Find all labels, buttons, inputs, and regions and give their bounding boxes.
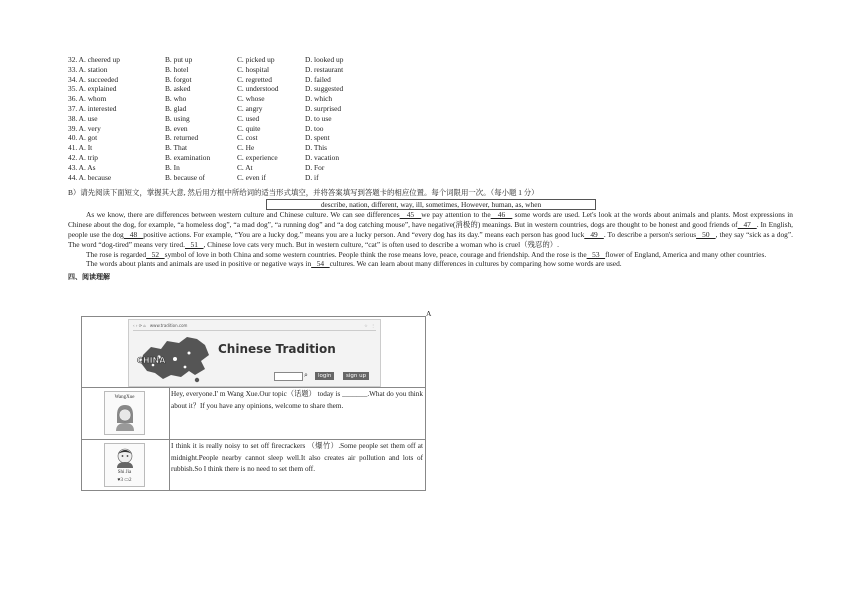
option-c: C. understood [237, 84, 279, 94]
option-a: 39. A. very [68, 123, 101, 133]
author-name: Shi Jia [117, 470, 132, 475]
option-b: B. That [165, 143, 188, 153]
option-c: C. experience [237, 152, 278, 162]
option-row [68, 163, 793, 173]
option-c: C. used [237, 113, 260, 123]
option-a: 42. A. trip [68, 152, 98, 162]
option-b: B. hotel [165, 64, 189, 74]
login-button[interactable]: login [315, 372, 334, 380]
option-c: C. quite [237, 123, 261, 133]
option-d: D. failed [305, 74, 331, 84]
option-row [68, 173, 793, 183]
option-d: D. vacation [305, 152, 340, 162]
nav-icons: ‹ › ⟳ ⌂ [133, 323, 146, 328]
passage-label: A [426, 309, 432, 318]
text-segment: The words about plants and animals are used in positive or negative ways in [86, 259, 312, 269]
answer-blank: 46 [490, 210, 513, 220]
site-title: Chinese Tradition [218, 342, 336, 356]
answer-blank: 47 [737, 220, 757, 230]
text-segment: positive actions. For example, “You are a lucky dog.” means you are a lucky person. And “every dog has its day.” means each person has good luck [143, 229, 585, 239]
option-a: 43. A. As [68, 162, 96, 172]
paragraph-2 [68, 250, 793, 260]
option-row [68, 133, 793, 143]
search-input[interactable] [274, 372, 303, 381]
text-segment: cultures. We can learn about many differences in cultures by comparing how some words are used. [329, 259, 622, 269]
option-c: C. cost [237, 133, 258, 143]
option-c: C. He [237, 143, 255, 153]
option-c: C. even if [237, 172, 266, 182]
option-row [68, 65, 793, 75]
answer-blank: 48 [123, 229, 144, 239]
option-row [68, 55, 793, 65]
part-b-instruction: B）请先阅读下面短文，掌握其大意, 然后用方框中所给词的适当形式填空，并将答案填写到答题卡的相应位置。每个词限用一次。（每小题 1 分） [68, 188, 539, 198]
paragraph-1 [68, 210, 793, 249]
text-segment: . To describe a person's serious [603, 229, 697, 239]
china-map-icon [135, 333, 215, 385]
option-c: C. At [237, 162, 253, 172]
author-name: WangXue [114, 395, 135, 400]
option-a: 37. A. interested [68, 103, 117, 113]
option-d: D. restaurant [305, 64, 344, 74]
option-a: 36. A. whom [68, 94, 107, 104]
option-c: C. angry [237, 103, 263, 113]
option-b: B. who [165, 94, 187, 104]
text-segment: some words are used. Let's look at the words about animals and plants. Most expressions in Chinese about the dog, for example, “a homeless dog”, “a mad dog”, “a running dog” and “a dog catching mouse”, have negative(消极的) meanings. But in western countries, dogs are thought to be honest and good friends of [68, 210, 793, 230]
post-text: Hey, everyone.I' m Wang Xue.Our topic（话题） today is _______.What do you think about it？If you have any opinions, welcome to share them. [171, 390, 423, 410]
option-a: 41. A. It [68, 143, 93, 153]
option-d: D. This [305, 143, 328, 153]
option-d: D. spent [305, 133, 330, 143]
option-b: B. In [165, 162, 180, 172]
option-b: B. even [165, 123, 188, 133]
search-icon[interactable]: ⌕ [304, 371, 308, 379]
option-row [68, 84, 793, 94]
text-segment: flower of England, America and many other countries. [605, 249, 767, 259]
option-row [68, 124, 793, 134]
signup-button[interactable]: sign up [343, 372, 369, 380]
paragraph-3 [68, 259, 793, 269]
exam-page [68, 55, 793, 282]
option-d: D. which [305, 94, 333, 104]
girl-avatar-icon [113, 403, 137, 431]
forum-card [81, 316, 426, 491]
option-row [68, 94, 793, 104]
option-b: B. examination [165, 152, 211, 162]
option-a: 32. A. cheered up [68, 55, 120, 64]
website-banner [82, 317, 425, 388]
text-segment: , they say “sick as a dog”. The word “dog-tired” means very tired. [68, 229, 793, 249]
url-text: www.tradition.com [149, 323, 188, 328]
avatar [104, 391, 145, 435]
answer-blank: 54 [311, 259, 330, 269]
text-segment: As we know, there are differences between western culture and Chinese culture. We can see differences [86, 210, 400, 220]
option-a: 33. A. station [68, 64, 108, 74]
option-b: B. forgot [165, 74, 192, 84]
option-row [68, 75, 793, 85]
option-row [68, 104, 793, 114]
option-a: 38. A. use [68, 113, 98, 123]
option-b: B. returned [165, 133, 199, 143]
text-segment: . In English, people use the dog [68, 220, 794, 239]
word-box: describe, nation, different, way, ill, sometimes, However, human, as, when [266, 199, 596, 210]
option-c: C. picked up [237, 55, 275, 64]
answer-blank: 49 [584, 229, 604, 239]
answer-blank: 51 [184, 239, 204, 249]
post-stats: ♥3 ▭2 [117, 478, 132, 483]
text-segment: symbol of love in both China and some western countries. People think the rose means love, peace, courage and friendship. And the rose is the [164, 249, 587, 259]
answer-blank: 53 [586, 249, 606, 259]
option-a: 40. A. got [68, 133, 98, 143]
browser-window [128, 319, 381, 387]
answer-blank: 52 [146, 249, 165, 259]
option-d: D. if [305, 172, 319, 182]
window-controls-icon: ☆ ⋮ [364, 323, 376, 328]
avatar [104, 443, 145, 487]
post-row [82, 440, 425, 490]
option-b: B. glad [165, 103, 187, 113]
option-d: D. For [305, 162, 325, 172]
divider [133, 330, 376, 331]
option-b: B. put up [165, 55, 193, 64]
avatar-cell [82, 388, 170, 439]
option-a: 35. A. explained [68, 84, 117, 94]
option-a: 34. A. succeeded [68, 74, 119, 84]
option-c: C. whose [237, 94, 265, 104]
avatar-cell [82, 440, 170, 490]
boy-avatar-icon [114, 446, 136, 468]
text-segment: The rose is regarded [86, 249, 147, 259]
option-b: B. because of [165, 172, 206, 182]
option-d: D. looked up [305, 55, 344, 64]
map-label: CHINA [137, 356, 166, 365]
option-d: D. surprised [305, 103, 342, 113]
option-c: C. regretted [237, 74, 272, 84]
option-d: D. too [305, 123, 324, 133]
section-heading: 四、阅读理解 [68, 273, 110, 282]
option-c: C. hospital [237, 64, 270, 74]
answer-blank: 45 [399, 210, 422, 220]
address-bar [133, 322, 376, 329]
post-row [82, 388, 425, 440]
post-text: I think it is really noisy to set off firecrackers （爆竹）.Some people set them off at midnight.People nearby cannot sleep well.It also creates air pollution and lots of rubbish.So I think there is no need to set them off. [171, 442, 423, 473]
text-segment: we pay attention to the [421, 210, 491, 220]
option-d: D. suggested [305, 84, 344, 94]
text-segment: , Chinese love cats very much. But in western culture, “cat” is often used to describe a woman who is cruel（残忍的）. [203, 239, 559, 249]
option-b: B. asked [165, 84, 191, 94]
option-d: D. to use [305, 113, 332, 123]
answer-blank: 50 [696, 229, 716, 239]
option-row [68, 143, 793, 153]
option-row [68, 153, 793, 163]
option-a: 44. A. because [68, 172, 112, 182]
options-list [68, 55, 793, 182]
option-b: B. using [165, 113, 190, 123]
option-row [68, 114, 793, 124]
